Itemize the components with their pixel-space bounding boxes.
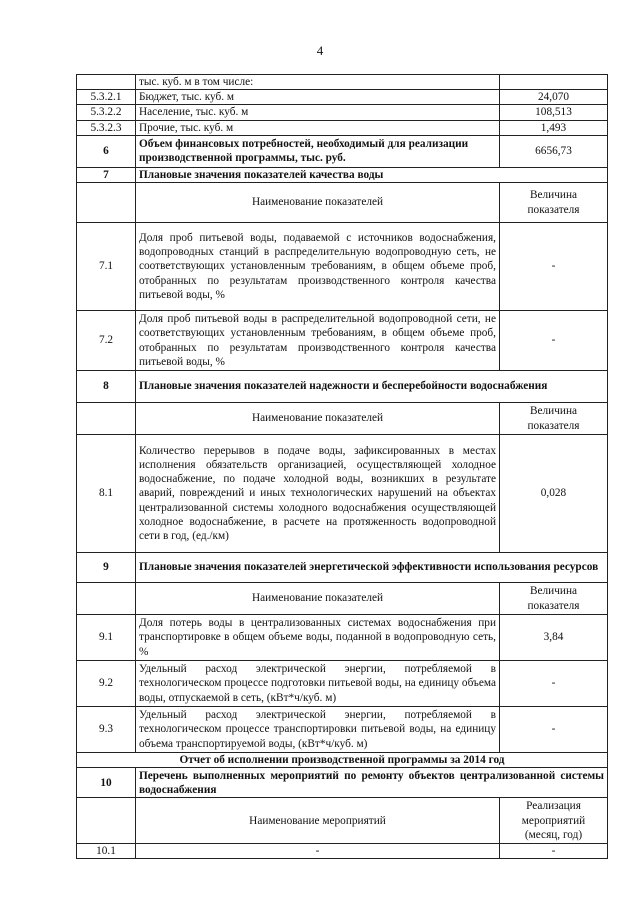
table-row [77, 120, 608, 135]
report-title-row [77, 753, 608, 768]
row-value [500, 75, 608, 90]
row-number: 9.3 [77, 707, 136, 753]
row-text: - [136, 844, 500, 859]
row-number: 5.3.2.1 [77, 90, 136, 105]
row-text: Объем финансовых потребностей, необходимый для реализации производственной программы, тыс. руб. [136, 135, 500, 167]
section-title: Перечень выполненных мероприятий по ремонту объектов централизованной системы водоснабжения [136, 768, 608, 798]
row-text: Население, тыс. куб. м [136, 105, 500, 120]
section-title: Плановые значения показателей надежности и бесперебойности водоснабжения [136, 371, 608, 403]
row-number: 10.1 [77, 844, 136, 859]
column-header-name: Наименование мероприятий [136, 798, 500, 844]
row-number: 5.3.2.3 [77, 120, 136, 135]
section-number: 8 [77, 371, 136, 403]
row-value: - [500, 844, 608, 859]
row-value: 24,070 [500, 90, 608, 105]
row-value: 3,84 [500, 615, 608, 661]
row-value: 6656,73 [500, 135, 608, 167]
section-header-row [77, 371, 608, 403]
row-number: 8.1 [77, 435, 136, 553]
table-row [77, 135, 608, 167]
row-number: 9.2 [77, 661, 136, 707]
row-number: 7.1 [77, 223, 136, 311]
column-header-value: Величина показателя [500, 583, 608, 615]
column-header-name: Наименование показателей [136, 403, 500, 435]
row-value: - [500, 707, 608, 753]
table-row [77, 707, 608, 753]
section-header-row [77, 768, 608, 798]
row-value: 0,028 [500, 435, 608, 553]
row-text: Прочие, тыс. куб. м [136, 120, 500, 135]
row-text: Количество перерывов в подаче воды, зафиксированных в местах исполнения обязательств организацией, осуществляющей холодное водоснабжение, по подаче холодной воды, возникших в результате аварий, повреждений и иных технологических нарушений на объектах централизованной системы холодного водоснабжения осуществляющей холодное водоснабжение, в расчете на протяженность водопроводной сети в год, (ед./км) [136, 435, 500, 553]
row-number: 7.2 [77, 311, 136, 371]
empty-cell [77, 583, 136, 615]
row-text: Доля потерь воды в централизованных системах водоснабжения при транспортировке в общем объеме воды, поданной в водопроводную сеть, % [136, 615, 500, 661]
table-row [77, 615, 608, 661]
table-row [77, 90, 608, 105]
row-text: тыс. куб. м в том числе: [136, 75, 500, 90]
section-title: Плановые значения показателей качества воды [136, 167, 608, 182]
section-header-row [77, 167, 608, 182]
table-row [77, 75, 608, 90]
program-table [76, 74, 608, 859]
row-text: Доля проб питьевой воды, подаваемой с источников водоснабжения, водопроводных станций в распределительную водопроводную сеть, не соответствующих установленным требованиям, в общем объеме проб, отобранных по результатам производственного контроля качества питьевой воды, % [136, 223, 500, 311]
page-number: 4 [316, 43, 324, 58]
row-text: Бюджет, тыс. куб. м [136, 90, 500, 105]
section-title: Плановые значения показателей энергетической эффективности использования ресурсов [136, 553, 608, 583]
row-number: 9.1 [77, 615, 136, 661]
column-header-value: Величина показателя [500, 403, 608, 435]
column-header-value: Реализация мероприятий (месяц, год) [500, 798, 608, 844]
table-row [77, 105, 608, 120]
empty-cell [77, 403, 136, 435]
row-value: 108,513 [500, 105, 608, 120]
report-title: Отчет об исполнении производственной программы за 2014 год [77, 753, 608, 768]
column-header-row [77, 403, 608, 435]
row-text: Доля проб питьевой воды в распределительной водопроводной сети, не соответствующих установленным требованиям, в общем объеме проб, отобранных по результатам производственного контроля качества питьевой воды, % [136, 311, 500, 371]
row-number [77, 75, 136, 90]
table-row [77, 311, 608, 371]
row-value: - [500, 661, 608, 707]
column-header-row [77, 183, 608, 223]
section-number: 9 [77, 553, 136, 583]
column-header-row [77, 583, 608, 615]
column-header-value: Величина показателя [500, 183, 608, 223]
section-number: 10 [77, 768, 136, 798]
row-number: 6 [77, 135, 136, 167]
table-row [77, 223, 608, 311]
column-header-name: Наименование показателей [136, 583, 500, 615]
row-text: Удельный расход электрической энергии, потребляемой в технологическом процессе транспортировки питьевой воды, на единицу объема транспортируемой воды, (кВт*ч/куб. м) [136, 707, 500, 753]
table-row [77, 661, 608, 707]
row-value: - [500, 223, 608, 311]
table-row [77, 435, 608, 553]
empty-cell [77, 183, 136, 223]
row-value: - [500, 311, 608, 371]
row-value: 1,493 [500, 120, 608, 135]
empty-cell [77, 798, 136, 844]
column-header-name: Наименование показателей [136, 183, 500, 223]
row-text: Удельный расход электрической энергии, потребляемой в технологическом процессе подготовки питьевой воды, на единицу объема воды, отпускаемой в сеть, (кВт*ч/куб. м) [136, 661, 500, 707]
table-row [77, 844, 608, 859]
section-number: 7 [77, 167, 136, 182]
column-header-row [77, 798, 608, 844]
section-header-row [77, 553, 608, 583]
row-number: 5.3.2.2 [77, 105, 136, 120]
